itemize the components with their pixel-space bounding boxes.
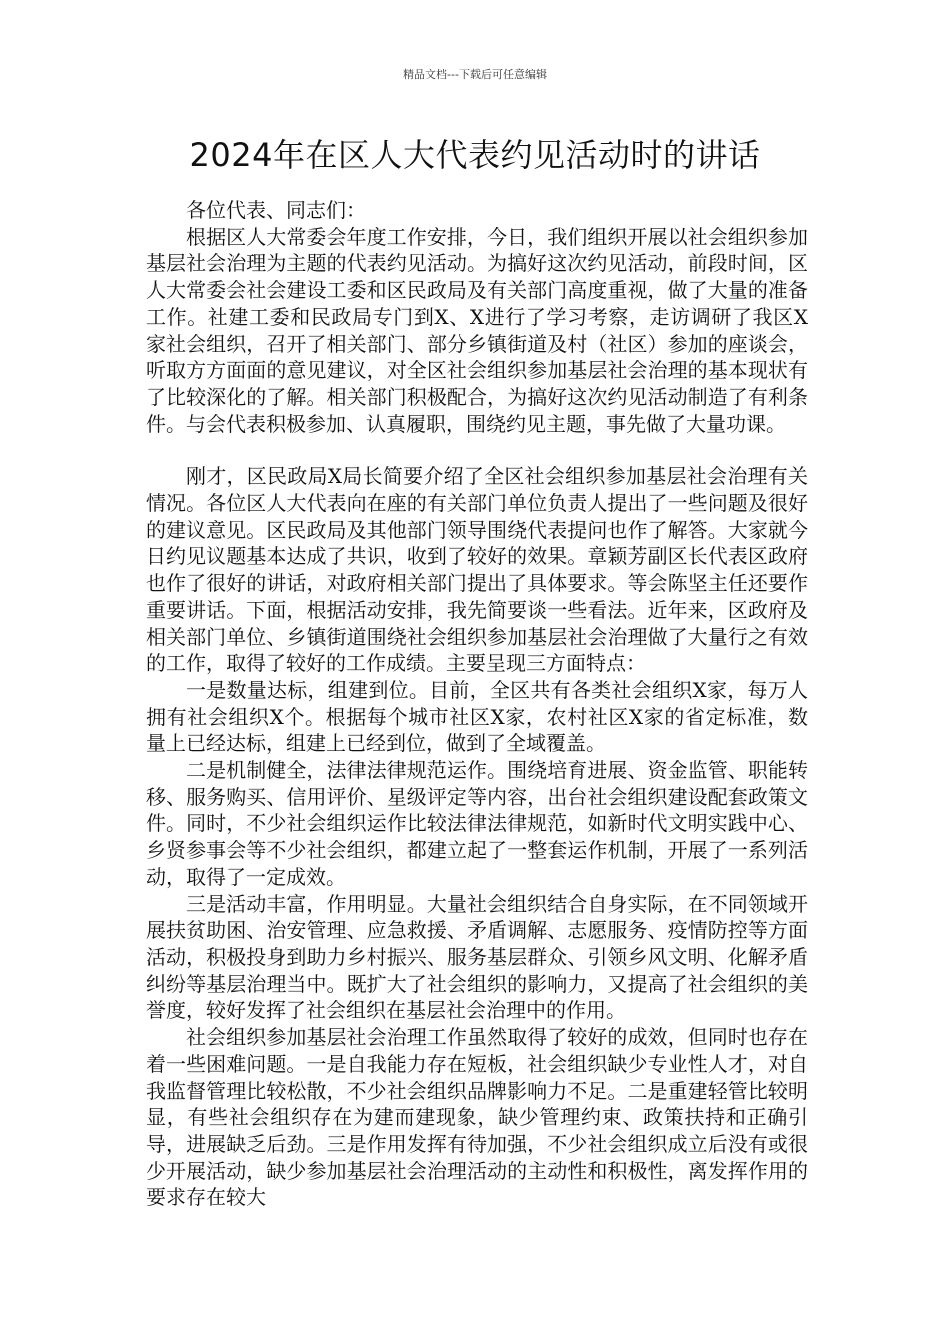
body-paragraph: 一是数量达标，组建到位。目前，全区共有各类社会组织X家，每万人拥有社会组织X个。根据每个城市社区X家，农村社区X家的省定标准，数量上已经达标，组建上已经到位，做到了全域覆盖。 xyxy=(146,677,808,756)
salutation-paragraph: 各位代表、同志们： xyxy=(186,198,366,222)
body-paragraph: 社会组织参加基层社会治理工作虽然取得了较好的成效，但同时也存在着一些困难问题。一是自我能力存在短板，社会组织缺少专业性人才，对自我监督管理比较松散，不少社会组织品牌影响力不足。二是重建轻管比较明显，有些社会组织存在为建而建现象，缺少管理约束、政策扶持和正确引导，进展缺乏后劲。三是作用发挥有待加强，不少社会组织成立后没有或很少开展活动，缺少参加基层社会治理活动的主动性和积极性，离发挥作用的要求存在较大 xyxy=(146,1025,808,1210)
body-paragraph: 刚才，区民政局X局长简要介绍了全区社会组织参加基层社会治理有关情况。各位区人大代表向在座的有关部门单位负责人提出了一些问题及很好的建议意见。区民政局及其他部门领导围绕代表提问也作了解答。大家就今日约见议题基本达成了共识，收到了较好的效果。章颖芳副区长代表区政府也作了很好的讲话，对政府相关部门提出了具体要求。等会陈坚主任还要作重要讲话。下面，根据活动安排，我先简要谈一些看法。近年来，区政府及相关部门单位、乡镇街道围绕社会组织参加基层社会治理做了大量行之有效的工作，取得了较好的工作成绩。主要呈现三方面特点： xyxy=(146,464,808,676)
body-paragraph: 二是机制健全，法律法律规范运作。围绕培育进展、资金监管、职能转移、服务购买、信用评价、星级评定等内容，出台社会组织建设配套政策文件。同时，不少社会组织运作比较法律法律规范，如新时代文明实践中心、乡贤参事会等不少社会组织，都建立起了一整套运作机制，开展了一系列活动，取得了一定成效。 xyxy=(146,758,808,889)
body-paragraph: 根据区人大常委会年度工作安排，今日，我们组织开展以社会组织参加基层社会治理为主题的代表约见活动。为搞好这次约见活动，前段时间，区人大常委会社会建设工委和区民政局及有关部门高度重视，做了大量的准备工作。社建工委和民政局专门到X、X进行了学习考察，走访调研了我区X家社会组织，召开了相关部门、部分乡镇街道及村（社区）参加的座谈会，听取方方面面的意见建议，对全区社会组织参加基层社会治理的基本现状有了比较深化的了解。相关部门积极配合，为搞好这次约见活动制造了有利条件。与会代表积极参加、认真履职，围绕约见主题，事先做了大量功课。 xyxy=(146,224,808,436)
body-paragraph: 三是活动丰富，作用明显。大量社会组织结合自身实际，在不同领域开展扶贫助困、治安管理、应急救援、矛盾调解、志愿服务、疫情防控等方面活动，积极投身到助力乡村振兴、服务基层群众、引领乡风文明、化解矛盾纠纷等基层治理当中。既扩大了社会组织的影响力，又提高了社会组织的美誉度，较好发挥了社会组织在基层社会治理中的作用。 xyxy=(146,891,808,1023)
document-body xyxy=(146,197,808,1211)
document-title: 2024年在区人大代表约见活动时的讲话 xyxy=(189,136,761,174)
page-header: 精品文档---下载后可任意编辑 xyxy=(403,68,547,81)
